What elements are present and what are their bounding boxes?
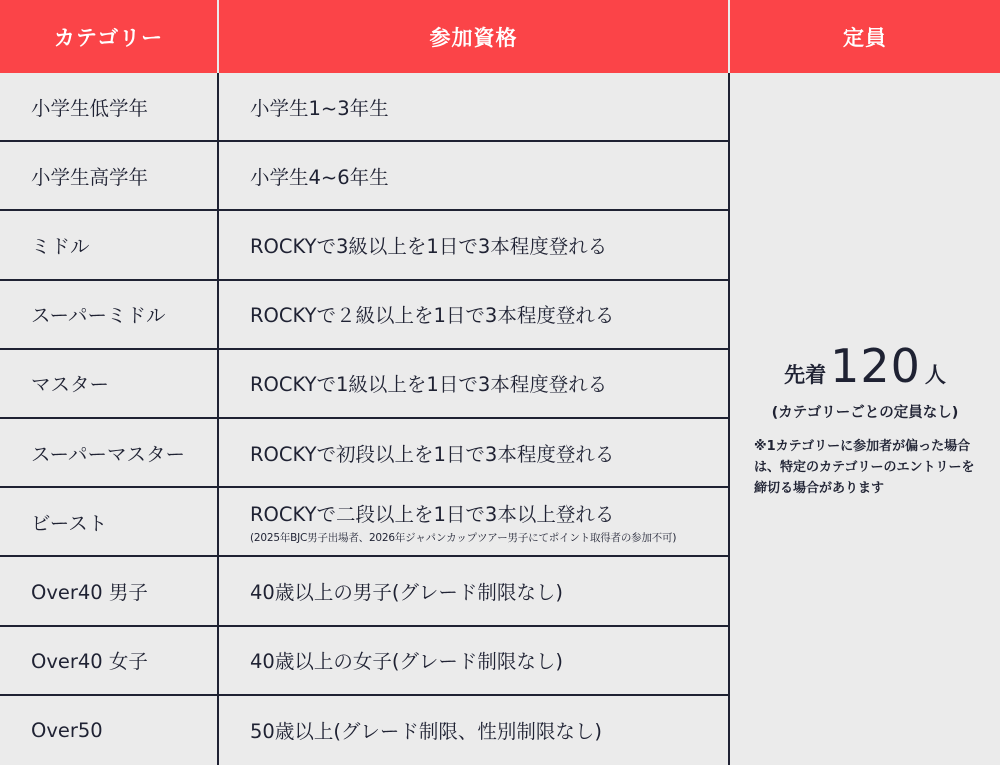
category-cell: 小学生低学年 — [0, 73, 219, 142]
category-cell: スーパーマスター — [0, 419, 219, 488]
qualification-cell: ROCKYで1級以上を1日で3本程度登れる — [219, 350, 730, 419]
qualification-cell: ROCKYで初段以上を1日で3本程度登れる — [219, 419, 730, 488]
qualification-text: ROCKYで二段以上を1日で3本以上登れる — [250, 502, 615, 526]
capacity-cell — [730, 73, 1000, 765]
category-cell: ビースト — [0, 488, 219, 557]
qualification-note: (2025年BJC男子出場者、2026年ジャパンカップツアー男子にてポイント取得者の参加不可) — [250, 531, 677, 544]
qualification-cell: 40歳以上の女子(グレード制限なし) — [219, 627, 730, 696]
capacity-suffix: 人 — [924, 362, 946, 387]
qualification-cell: 50歳以上(グレード制限、性別制限なし) — [219, 696, 730, 765]
capacity-note: ※1カテゴリーに参加者が偏った場合は、特定のカテゴリーのエントリーを締切る場合があります — [754, 438, 975, 496]
category-cell: スーパーミドル — [0, 281, 219, 350]
qualification-cell: 小学生1~3年生 — [219, 73, 730, 142]
category-cell: ミドル — [0, 211, 219, 280]
category-cell: Over50 — [0, 696, 219, 765]
header-capacity: 定員 — [730, 0, 1000, 73]
qualification-cell — [219, 488, 730, 557]
category-cell: Over40 男子 — [0, 557, 219, 626]
capacity-prefix: 先着 — [784, 362, 827, 387]
capacity-number: 120 — [830, 338, 921, 393]
qualification-cell: ROCKYで3級以上を1日で3本程度登れる — [219, 211, 730, 280]
header-qualification: 参加資格 — [219, 0, 730, 73]
category-cell: マスター — [0, 350, 219, 419]
capacity-subtext: (カテゴリーごとの定員なし) — [771, 404, 959, 421]
header-category: カテゴリー — [0, 0, 219, 73]
capacity-main — [754, 339, 976, 393]
qualification-cell: 40歳以上の男子(グレード制限なし) — [219, 557, 730, 626]
qualification-cell: ROCKYで２級以上を1日で3本程度登れる — [219, 281, 730, 350]
category-cell: 小学生高学年 — [0, 142, 219, 211]
category-cell: Over40 女子 — [0, 627, 219, 696]
qualification-cell: 小学生4~6年生 — [219, 142, 730, 211]
